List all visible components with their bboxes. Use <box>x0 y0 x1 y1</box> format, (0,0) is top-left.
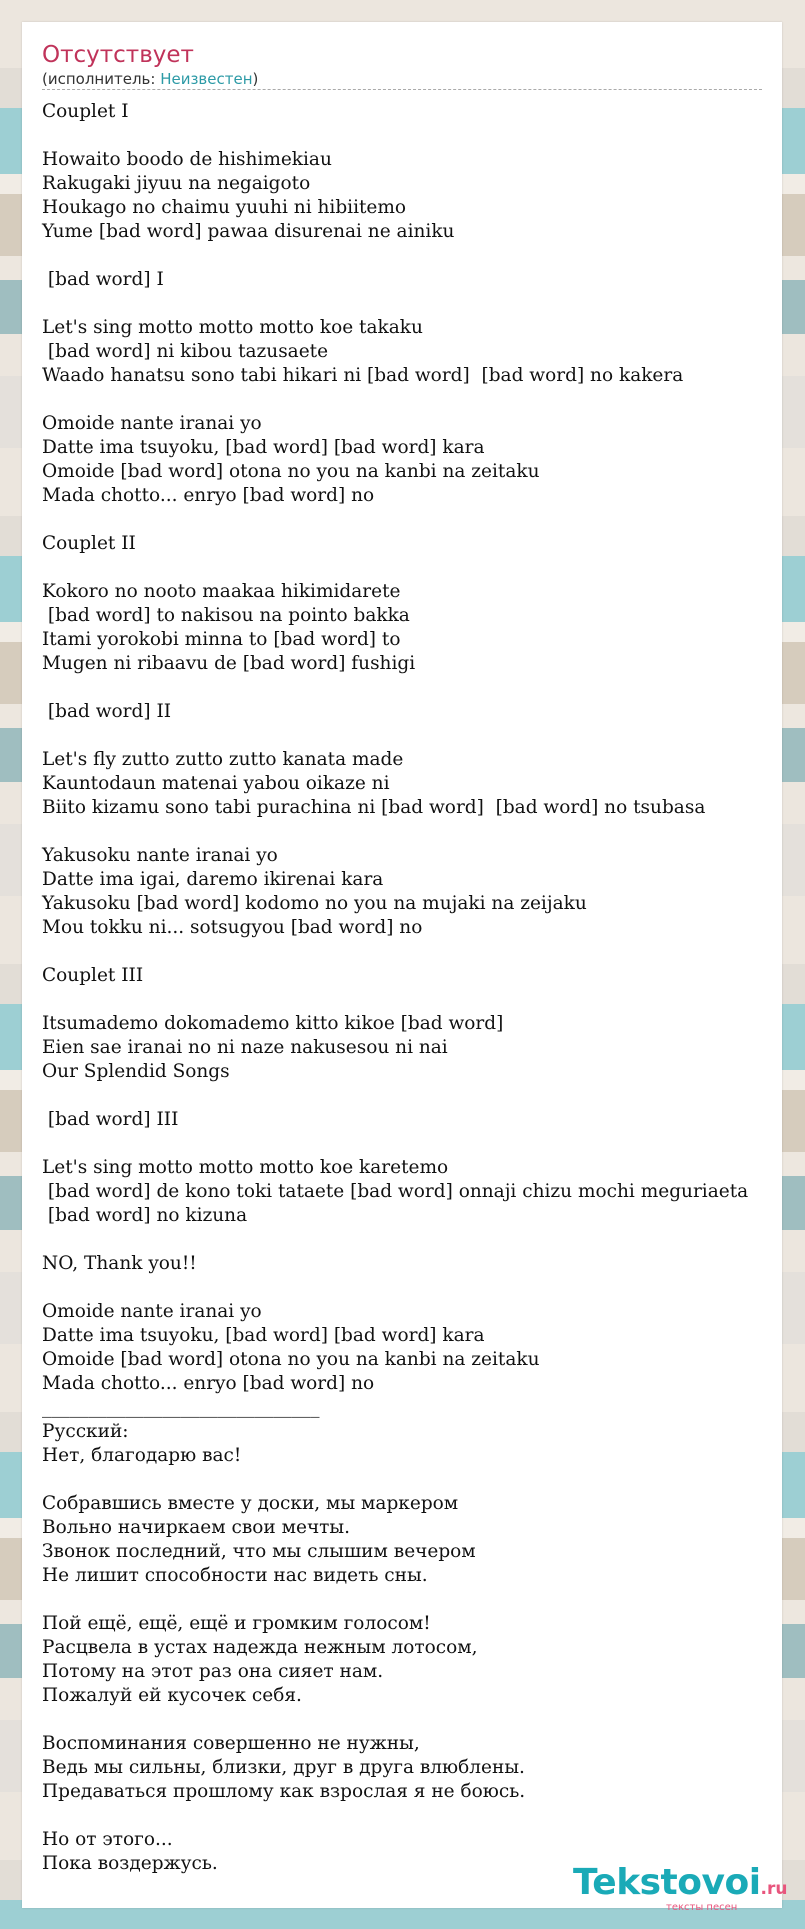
lyrics-line: Воспоминания совершенно не нужны, <box>42 1733 420 1754</box>
lyrics-line: Kauntodaun matenai yabou oikaze ni <box>42 773 390 794</box>
lyrics-line: Kokoro no nooto maakaa hikimidarete <box>42 581 401 602</box>
lyrics-line: ______________________________ <box>42 1397 320 1418</box>
song-title: Отсутствует <box>42 42 194 68</box>
lyrics-line: Eien sae iranai no ni naze nakusesou ni nai <box>42 1037 448 1058</box>
lyrics-blank-line <box>42 988 782 1012</box>
lyrics-line: Yume [bad word] pawaa disurenai ne ainiku <box>42 221 455 242</box>
lyrics-line: Расцвела в устах надежда нежным лотосом, <box>42 1637 478 1658</box>
lyrics-line: Собравшись вместе у доски, мы маркером <box>42 1493 459 1514</box>
lyrics-line: Itsumademo dokomademo kitto kikoe [bad word] <box>42 1013 504 1034</box>
lyrics-line: Вольно начиркаем свои мечты. <box>42 1517 351 1538</box>
lyrics-blank-line <box>42 508 782 532</box>
artist-prefix: (исполнитель: <box>42 70 161 88</box>
lyrics-blank-line <box>42 1588 782 1612</box>
lyrics-blank-line <box>42 1468 782 1492</box>
lyrics-line: NO, Thank you!! <box>42 1253 197 1274</box>
logo-tagline: тексты песен <box>666 1902 738 1913</box>
lyrics-line: Waado hanatsu sono tabi hikari ni [bad word] [bad word] no kakera <box>42 365 684 386</box>
lyrics-line: Couplet II <box>42 533 136 554</box>
lyrics-line: [bad word] I <box>42 269 164 290</box>
lyrics-blank-line <box>42 244 782 268</box>
lyrics-line: Couplet III <box>42 965 144 986</box>
lyrics-line: Потому на этот раз она сияет нам. <box>42 1661 384 1682</box>
lyrics-line: Houkago no chaimu yuuhi ni hibiitemo <box>42 197 407 218</box>
artist-link[interactable]: Неизвестен <box>160 70 253 88</box>
lyrics-line: Omoide nante iranai yo <box>42 1301 262 1322</box>
lyrics-blank-line <box>42 724 782 748</box>
artist-suffix: ) <box>252 70 259 88</box>
lyrics-blank-line <box>42 1228 782 1252</box>
lyrics-line: Omoide [bad word] otona no you na kanbi na zeitaku <box>42 1349 540 1370</box>
lyrics-line: Mada chotto... enryo [bad word] no <box>42 1373 375 1394</box>
lyrics-line: Ведь мы сильны, близки, друг в друга влюблены. <box>42 1757 525 1778</box>
lyrics-line: Нет, благодарю вас! <box>42 1445 242 1466</box>
lyrics-blank-line <box>42 1132 782 1156</box>
lyrics-line: Mada chotto... enryo [bad word] no <box>42 485 375 506</box>
lyrics-line: Mou tokku ni... sotsugyou [bad word] no <box>42 917 423 938</box>
lyrics-line: Couplet I <box>42 101 129 122</box>
lyrics-line: [bad word] ni kibou tazusaete <box>42 341 329 362</box>
lyrics-line: Our Splendid Songs <box>42 1061 230 1082</box>
lyrics-text <box>42 100 782 1876</box>
lyrics-line: [bad word] de kono toki tataete [bad word] onnaji chizu mochi meguriaeta <box>42 1181 749 1202</box>
lyrics-line: Omoide [bad word] otona no you na kanbi na zeitaku <box>42 461 540 482</box>
lyrics-line: [bad word] to nakisou na pointo bakka <box>42 605 410 626</box>
artist-line <box>42 70 762 90</box>
lyrics-line: Yakusoku [bad word] kodomo no you na mujaki na zeijaku <box>42 893 587 914</box>
lyrics-blank-line <box>42 940 782 964</box>
lyrics-blank-line <box>42 556 782 580</box>
lyrics-line: Datte ima tsuyoku, [bad word] [bad word] kara <box>42 1325 485 1346</box>
lyrics-line: [bad word] III <box>42 1109 179 1130</box>
lyrics-blank-line <box>42 1084 782 1108</box>
site-logo[interactable] <box>573 1862 788 1913</box>
lyrics-line: Звонок последний, что мы слышим вечером <box>42 1541 476 1562</box>
lyrics-line: Datte ima tsuyoku, [bad word] [bad word] kara <box>42 437 485 458</box>
lyrics-line: Omoide nante iranai yo <box>42 413 262 434</box>
lyrics-line: [bad word] II <box>42 701 172 722</box>
lyrics-blank-line <box>42 1276 782 1300</box>
lyrics-line: Let's sing motto motto motto koe takaku <box>42 317 423 338</box>
lyrics-line: Datte ima igai, daremo ikirenai kara <box>42 869 384 890</box>
lyrics-blank-line <box>42 1804 782 1828</box>
lyrics-line: Предаваться прошлому как взрослая я не боюсь. <box>42 1781 526 1802</box>
lyrics-line: Yakusoku nante iranai yo <box>42 845 278 866</box>
lyrics-line: Let's fly zutto zutto zutto kanata made <box>42 749 404 770</box>
lyrics-blank-line <box>42 676 782 700</box>
lyrics-line: Русский: <box>42 1421 129 1442</box>
lyrics-line: Howaito boodo de hishimekiau <box>42 149 332 170</box>
lyrics-line: Itami yorokobi minna to [bad word] to <box>42 629 401 650</box>
lyrics-blank-line <box>42 292 782 316</box>
lyrics-blank-line <box>42 388 782 412</box>
lyrics-line: Biito kizamu sono tabi purachina ni [bad word] [bad word] no tsubasa <box>42 797 706 818</box>
lyrics-line: Но от этого... <box>42 1829 173 1850</box>
lyrics-line: Пой ещё, ещё, ещё и громким голосом! <box>42 1613 431 1634</box>
lyrics-line: Rakugaki jiyuu na negaigoto <box>42 173 311 194</box>
lyrics-line: [bad word] no kizuna <box>42 1205 248 1226</box>
lyrics-line: Не лишит способности нас видеть сны. <box>42 1565 428 1586</box>
lyrics-line: Пока воздержусь. <box>42 1853 218 1874</box>
lyrics-blank-line <box>42 820 782 844</box>
logo-tld: .ru <box>760 1879 788 1899</box>
lyrics-line: Пожалуй ей кусочек себя. <box>42 1685 302 1706</box>
lyrics-line: Let's sing motto motto motto koe karetemo <box>42 1157 449 1178</box>
logo-name: Tekstovoi <box>573 1862 761 1903</box>
lyrics-line: Mugen ni ribaavu de [bad word] fushigi <box>42 653 416 674</box>
lyrics-blank-line <box>42 124 782 148</box>
lyrics-blank-line <box>42 1708 782 1732</box>
lyrics-card <box>22 22 788 1913</box>
